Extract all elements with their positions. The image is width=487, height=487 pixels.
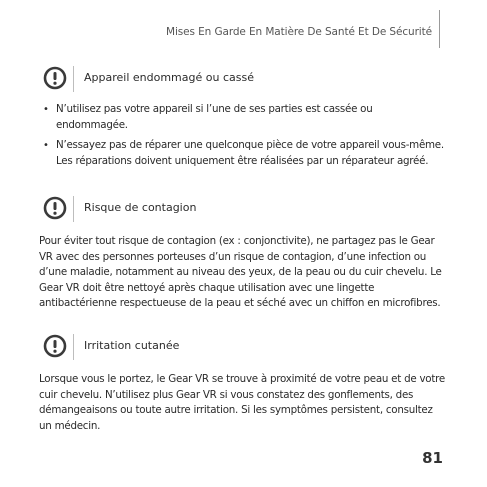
section-heading [39,196,445,228]
heading-divider [73,66,74,92]
warning-icon [43,196,67,220]
bullet-list [39,102,445,169]
section-title: Irritation cutanée [84,339,180,352]
list-item-text: N’essayez pas de réparer une quelconque pièce de votre appareil vous-même. Les réparations doivent uniquement être réalisées par un réparateur agréé. [56,139,444,167]
list-item-text: N’utilisez pas votre appareil si l’une de ses parties est cassée ou endommagée. [56,103,373,131]
bullet-dot: • [43,104,49,115]
section-body: Pour éviter tout risque de contagion (ex : conjonctivite), ne partagez pas le Gear VR avec des personnes porteuses d’un risque de contagion, d’une infection ou d’une maladie, notamment au niveau des yeux, de la peau ou du cuir chevelu. Le Gear VR doit être nettoyé après chaque utilisation avec une lingette antibactérienne respectueuse de la peau et séché avec un chiffon en microfibres. [39,235,442,310]
page-number: 81 [422,449,443,467]
section-damaged-device [39,66,445,174]
section-heading [39,334,445,366]
section-skin-irritation [39,334,445,434]
section-contagion-risk [39,196,445,312]
section-title: Appareil endommagé ou cassé [84,71,254,84]
section-title: Risque de contagion [84,201,197,214]
warning-icon [43,334,67,358]
header-title: Mises En Garde En Matière De Santé Et De Sécurité [166,26,432,38]
section-body: Lorsque vous le portez, le Gear VR se trouve à proximité de votre peau et de votre cuir chevelu. N’utilisez plus Gear VR si vous constatez des gonflements, des démangeaisons ou toute autre irritation. Si les symptômes persistent, consultez un médecin. [39,373,445,432]
warning-icon [43,66,67,90]
header-rule [439,10,440,48]
bullet-dot: • [43,140,49,152]
section-heading [39,66,445,98]
heading-divider [73,196,74,222]
list-item [43,102,445,133]
list-item [43,138,445,169]
heading-divider [73,334,74,360]
